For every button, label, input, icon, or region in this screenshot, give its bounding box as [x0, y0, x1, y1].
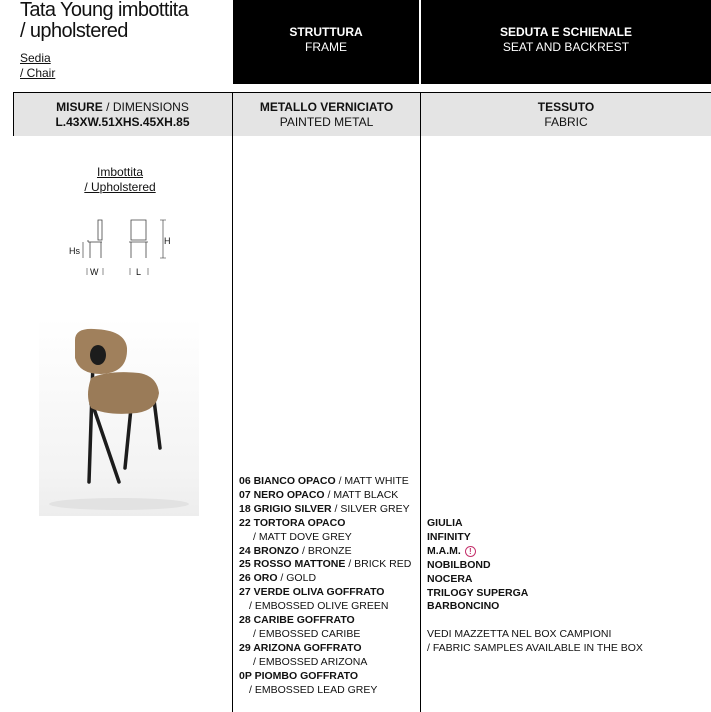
- fabric-name: M.A.M.: [427, 544, 461, 557]
- seat-header-title: SEDUTA E SCHIENALE: [499, 25, 632, 39]
- metal-cell: [233, 93, 420, 136]
- fabric-name: BARBONCINO: [427, 600, 500, 613]
- category-it[interactable]: Sedia: [20, 51, 51, 65]
- fabric-name: TRILOGY SUPERGA: [427, 586, 529, 599]
- finish-item: [239, 558, 411, 572]
- fabric-item: [427, 600, 643, 614]
- left-border: [13, 93, 14, 136]
- finish-translation: / MATT WHITE: [335, 475, 409, 487]
- finish-code: 18 GRIGIO SILVER: [239, 502, 332, 515]
- frame-header-title: STRUTTURA: [289, 25, 363, 39]
- fabrics-list: [427, 517, 643, 656]
- variant-underline-guide: [65, 176, 66, 177]
- fabric-item: [427, 559, 643, 573]
- w-label: W: [90, 267, 99, 277]
- fabric-item: [427, 545, 643, 559]
- finish-item: [239, 503, 411, 517]
- finish-code: 22 TORTORA OPACO: [239, 516, 346, 529]
- frame-header-subtitle: FRAME: [305, 40, 347, 54]
- finish-item: [239, 545, 411, 559]
- warning-icon[interactable]: !: [465, 546, 476, 557]
- finish-code: 24 BRONZO: [239, 544, 300, 557]
- metal-label-it: METALLO VERNICIATO: [259, 100, 394, 114]
- finish-item: [239, 642, 411, 656]
- finish-code: 29 ARIZONA GOFFRATO: [239, 641, 362, 654]
- dims-value: L.43XW.51XHS.45XH.85: [55, 115, 190, 129]
- variant-en: / Upholstered: [84, 180, 156, 194]
- dimensions-cell: [13, 93, 232, 136]
- fabric-name: NOBILBOND: [427, 558, 491, 571]
- fabric-label-it: TESSUTO: [537, 100, 595, 114]
- dims-label-it: MISURE: [56, 100, 103, 114]
- fabric-item: [427, 517, 643, 531]
- finish-code: 25 ROSSO MATTONE: [239, 558, 346, 571]
- finish-code: 07 NERO OPACO: [239, 488, 325, 501]
- finish-translation: / MATT BLACK: [324, 488, 399, 501]
- finish-item: [239, 572, 411, 586]
- finish-item: [239, 670, 411, 684]
- chair-front-view-icon: [129, 220, 148, 258]
- finish-translation: / MATT DOVE GREY: [253, 530, 352, 543]
- frame-column-header: [233, 0, 419, 84]
- variant-it: Imbottita: [96, 165, 144, 179]
- finish-item: [239, 517, 411, 531]
- variant-label: [20, 165, 220, 195]
- product-title: [20, 0, 188, 42]
- finish-translation: / EMBOSSED CARIBE: [253, 627, 361, 640]
- finish-item: [239, 475, 411, 489]
- finish-translation: / SILVER GREY: [331, 502, 410, 515]
- fabric-cell: [421, 93, 711, 136]
- column-divider-2: [420, 93, 421, 712]
- l-label: L: [136, 267, 142, 277]
- metal-label-en: PAINTED METAL: [279, 115, 374, 129]
- category-en[interactable]: / Chair: [20, 66, 56, 80]
- fabric-item: [427, 587, 643, 601]
- finish-translation: / EMBOSSED ARIZONA: [253, 655, 368, 668]
- product-photo: [39, 318, 199, 516]
- finish-translation: / GOLD: [277, 572, 317, 585]
- chair-side-view-icon: [88, 220, 102, 258]
- finish-translation: / EMBOSSED OLIVE GREEN: [249, 600, 389, 613]
- samples-note-it: VEDI MAZZETTA NEL BOX CAMPIONI: [427, 628, 612, 641]
- finish-code: 28 CARIBE GOFFRATO: [239, 614, 355, 627]
- finish-item: [239, 489, 411, 503]
- dimension-diagram: [60, 210, 180, 285]
- finish-item: [239, 586, 411, 600]
- h-label: H: [164, 236, 171, 246]
- fabric-name: NOCERA: [427, 572, 473, 585]
- finish-translation: / BRONZE: [299, 544, 352, 557]
- product-category: [20, 51, 55, 81]
- fabric-name: INFINITY: [427, 530, 471, 543]
- finish-code: 0P PIOMBO GOFFRATO: [239, 669, 359, 682]
- column-divider-1: [232, 93, 233, 712]
- chair-seat: [88, 372, 159, 414]
- seat-header-subtitle: SEAT AND BACKREST: [502, 40, 630, 54]
- fabric-item: [427, 573, 643, 587]
- chair-image: [39, 318, 199, 516]
- finish-code: 06 BIANCO OPACO: [239, 475, 336, 487]
- product-title-sub: / upholstered: [20, 20, 128, 42]
- finish-code: 26 ORO: [239, 572, 278, 585]
- samples-note-en: / FABRIC SAMPLES AVAILABLE IN THE BOX: [427, 642, 643, 655]
- fabric-item: [427, 531, 643, 545]
- chair-back-mount: [90, 345, 106, 365]
- finish-translation: / EMBOSSED LEAD GREY: [249, 683, 378, 696]
- seat-column-header: [421, 0, 711, 84]
- fabric-name: GIULIA: [427, 517, 463, 529]
- dims-label-en: / DIMENSIONS: [106, 100, 189, 114]
- product-title-main: Tata Young imbottita: [20, 0, 189, 21]
- finishes-list: [239, 475, 411, 698]
- finish-translation: / BRICK RED: [345, 558, 412, 571]
- fabric-label-en: FABRIC: [544, 115, 588, 129]
- hs-label: Hs: [69, 246, 80, 256]
- finish-item: [239, 614, 411, 628]
- finish-code: 27 VERDE OLIVA GOFFRATO: [239, 586, 385, 599]
